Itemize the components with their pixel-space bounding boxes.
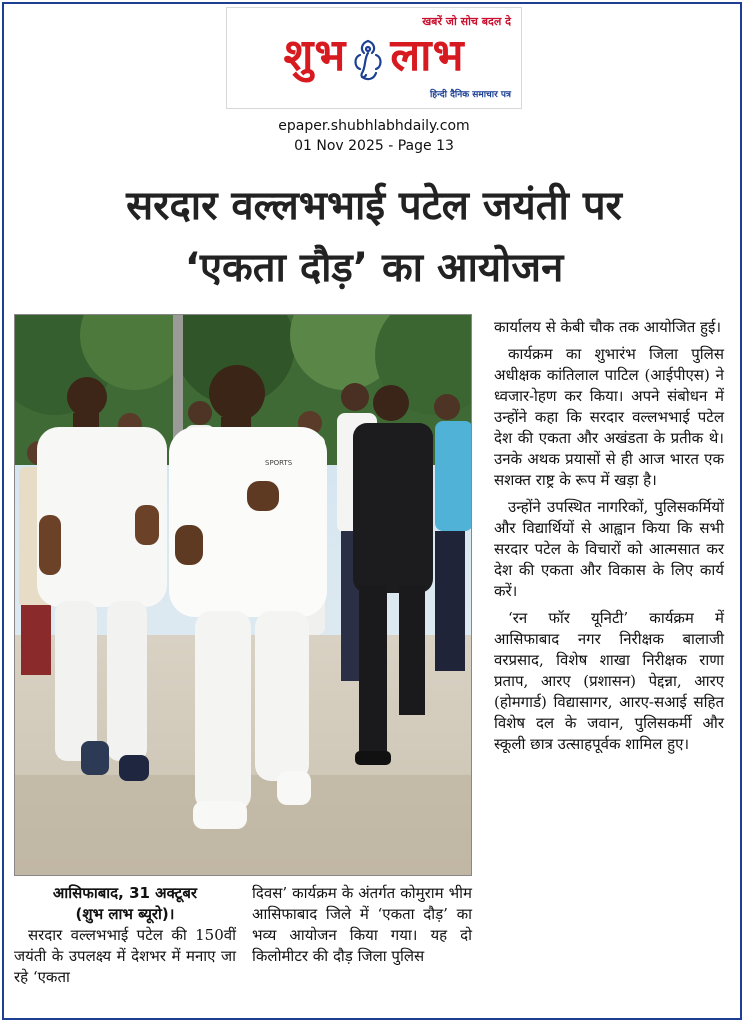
article-bottom-left-column [14, 883, 236, 988]
article-bottom-middle-column [252, 883, 472, 967]
headline-line-1: सरदार वल्लभभाई पटेल जयंती पर [126, 183, 622, 229]
newspaper-logo [227, 30, 521, 82]
logo-word-left: शुभ [283, 30, 347, 81]
masthead-tagline: खबरें जो सोच बदल दे [422, 15, 511, 28]
ganesha-icon [348, 37, 388, 81]
unity-run-photo [15, 315, 472, 876]
news-photo [14, 314, 472, 876]
logo-word-right: लाभ [390, 30, 465, 81]
masthead-subline: हिन्दी दैनिक समाचार पत्र [429, 90, 511, 100]
article-paragraph: ‘रन फॉर यूनिटी’ कार्यक्रम में आसिफाबाद नगर निरीक्षक बालाजी वरप्रसाद, विशेष शाखा निरीक्षक राणा प्रताप, आरए (प्रशासन) पेद्दन्ना, आरए (होमगार्ड) विद्यासागर, आरए-सआई सहित विशेष दल के जवान, पुलिसकर्मी और स्कूली छात्र उत्साहपूर्वक शामिल हुए। [494, 609, 724, 753]
headline-line-2: ‘एकता दौड़’ का आयोजन [184, 245, 564, 291]
article-dateline: आसिफाबाद, 31 अक्टूबर [52, 884, 198, 902]
edition-date-page: 01 Nov 2025 - Page 13 [294, 138, 454, 154]
jersey-label: SPORTS [265, 459, 293, 467]
article-paragraph: कार्यालय से केबी चौक तक आयोजित हुई। [494, 318, 722, 336]
article-paragraph: कार्यक्रम का शुभारंभ जिला पुलिस अधीक्षक कांतिलाल पाटिल (आईपीएस) ने ध्वजार-ोहण कर किया। अपने संबोधन में उन्होंने कहा कि सरदार वल्लभभाई पटेल देश की एकता और अखंडता के प्रतीक थे। उनके अथक प्रयासों से ही आज भारत एक सशक्त राष्ट्र के रूप में खड़ा है। [494, 345, 724, 489]
article-bureau: (शुभ लाभ ब्यूरो)। [75, 905, 175, 923]
epaper-url[interactable]: epaper.shubhlabhdaily.com [278, 118, 470, 134]
article-paragraph: उन्होंने उपस्थित नागरिकों, पुलिसकर्मियों और विद्यार्थियों से आह्वान किया कि सभी सरदार पटेल के विचारों को आत्मसात कर देश की एकता और विकास के लिए कार्य करें। [494, 498, 724, 600]
article-paragraph: दिवस’ कार्यक्रम के अंतर्गत कोमुराम भीम आसिफाबाद जिले में ‘एकता दौड़’ का भव्य आयोजन किया गया। यह दो किलोमीटर की दौड़ जिला पुलिस [252, 884, 472, 965]
newspaper-masthead [226, 7, 522, 109]
article-lead-paragraph: सरदार वल्लभभाई पटेल की 150वीं जयंती के उपलक्ष्य में देशभर में मनाए जा रहे ‘एकता [14, 926, 236, 986]
article-right-column [494, 317, 724, 761]
